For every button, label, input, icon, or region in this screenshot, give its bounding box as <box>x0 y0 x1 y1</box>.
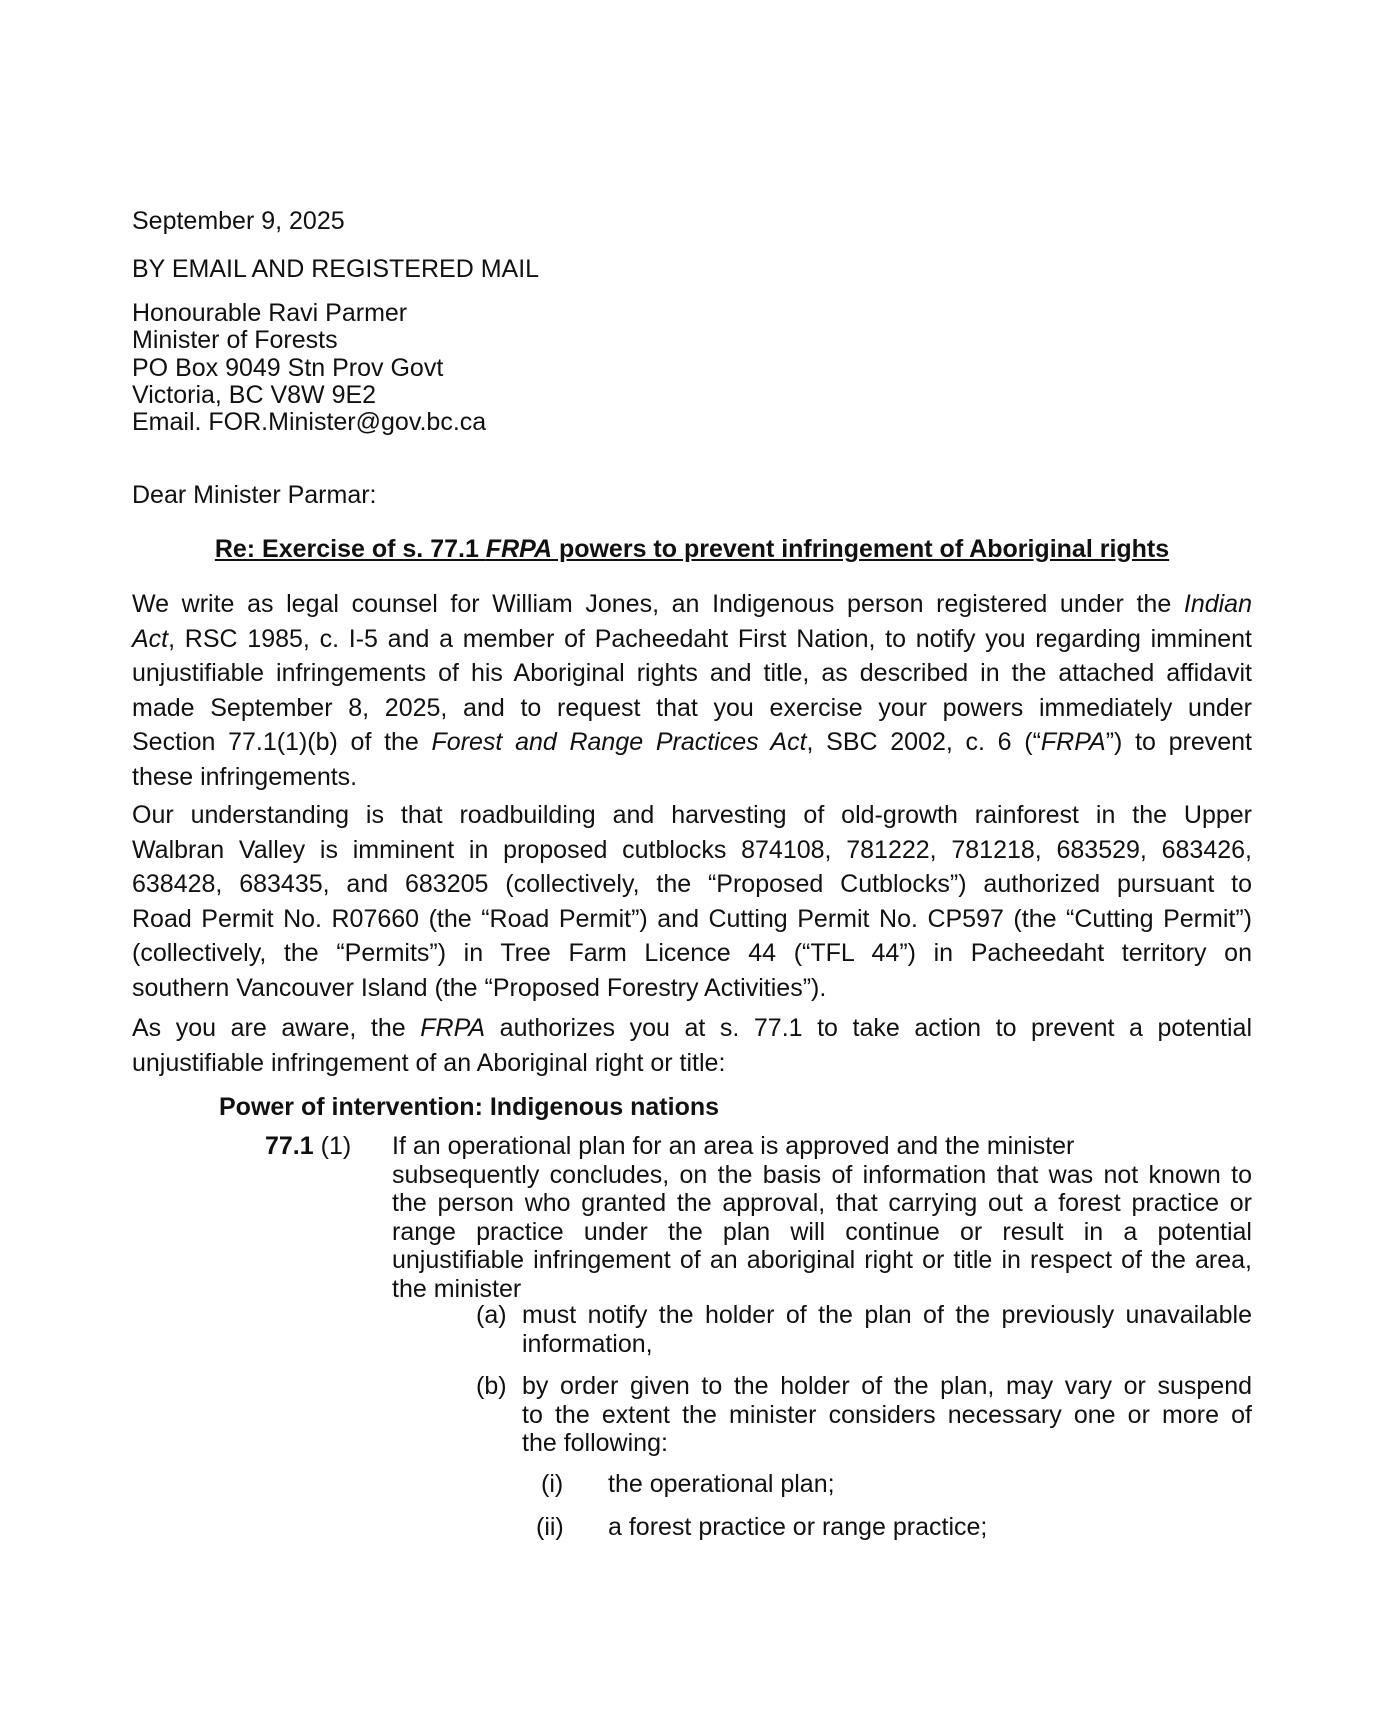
statute-line: unjustifiable infringement of an aboriginal right or title in respect of the area, <box>392 1246 1252 1274</box>
section-number: 77.1 <box>265 1132 314 1160</box>
statute-line: If an operational plan for an area is approved and the minister <box>392 1132 1075 1160</box>
p1-italic-act: Act <box>132 624 169 653</box>
p1-line: made September 8, 2025, and to request that you exercise your powers immediately under <box>132 693 1252 722</box>
p1-text: , SBC 2002, c. 6 (“ <box>806 728 1041 757</box>
item-b-text <box>522 1372 1252 1458</box>
p1-text: ”) to prevent <box>1105 728 1253 757</box>
paragraph-3 <box>132 1011 1252 1080</box>
letter-date: September 9, 2025 <box>132 207 345 235</box>
item-a-line: information, <box>522 1329 653 1358</box>
subitem-ii-label: (ii) <box>536 1513 564 1541</box>
p1-italic-indian: Indian <box>1183 590 1252 618</box>
p2-line: Walbran Valley is imminent in proposed cutblocks 874108, 781222, 781218, 683529, 683426, <box>132 835 1252 864</box>
p1-text: , RSC 1985, c. I-5 and a member of Pacheedaht First Nation, to notify you regarding imminent <box>168 624 1252 653</box>
recipient-address-line-2: Victoria, BC V8W 9E2 <box>132 380 377 409</box>
salutation: Dear Minister Parmar: <box>132 481 377 509</box>
subitem-i-text: the operational plan; <box>608 1470 835 1498</box>
item-b-line: the following: <box>522 1429 668 1457</box>
subject-act-abbrev: FRPA <box>485 535 552 563</box>
statute-line: the minister <box>392 1274 522 1303</box>
item-a-line: must notify the holder of the plan of the previously unavailable <box>522 1301 1252 1329</box>
p1-text: Section 77.1(1)(b) of the <box>132 728 432 757</box>
p2-line: Our understanding is that roadbuilding and harvesting of old-growth rainforest in the Upper <box>132 801 1252 829</box>
statute-line: subsequently concludes, on the basis of information that was not known to <box>392 1160 1252 1189</box>
p1-line: unjustifiable infringements of his Aboriginal rights and title, as described in the attached affidavit <box>132 659 1252 688</box>
item-a-text <box>522 1301 1252 1358</box>
recipient-address-block <box>132 300 486 436</box>
p3-line: unjustifiable infringement of an Aboriginal right or title: <box>132 1048 726 1077</box>
statute-subsection-text <box>392 1132 1252 1303</box>
recipient-name: Honourable Ravi Parmer <box>132 299 408 327</box>
statute-section-number <box>265 1132 351 1161</box>
p3-text: authorizes you at s. 77.1 to take action to prevent a potential <box>485 1014 1252 1042</box>
recipient-address-line-1: PO Box 9049 Stn Prov Govt <box>132 353 444 382</box>
p1-italic-frpa: FRPA <box>1040 728 1106 757</box>
p2-line: Road Permit No. R07660 (the “Road Permit”) and Cutting Permit No. CP597 (the “Cutting Permit”) <box>132 904 1252 933</box>
item-b-label: (b) <box>476 1372 507 1400</box>
p1-text: We write as legal counsel for William Jones, an Indigenous person registered under the <box>132 590 1184 618</box>
p3-text: As you are aware, the <box>132 1014 421 1042</box>
p2-line: southern Vancouver Island (the “Proposed Forestry Activities”). <box>132 973 827 1002</box>
p2-line: (collectively, the “Permits”) in Tree Farm Licence 44 (“TFL 44”) in Pacheedaht territory on <box>132 939 1252 968</box>
item-a-label: (a) <box>476 1301 507 1329</box>
item-b-line: to the extent the minister considers necessary one or more of <box>522 1400 1252 1429</box>
subsection-number: (1) <box>320 1132 352 1160</box>
statute-heading: Power of intervention: Indigenous nations <box>219 1093 720 1121</box>
recipient-title: Minister of Forests <box>132 326 338 355</box>
paragraph-2 <box>132 798 1252 1006</box>
p3-italic-frpa: FRPA <box>420 1014 486 1042</box>
p2-line: 638428, 683435, and 683205 (collectively, the “Proposed Cutblocks”) authorized pursuant to <box>132 870 1252 899</box>
subitem-ii-text: a forest practice or range practice; <box>608 1513 988 1541</box>
subitem-i-label: (i) <box>541 1470 564 1498</box>
statute-line: range practice under the plan will continue or result in a potential <box>392 1217 1252 1246</box>
p1-line: these infringements. <box>132 762 358 791</box>
subject-prefix: Re: Exercise of s. 77.1 <box>214 535 486 563</box>
subject-suffix: powers to prevent infringement of Aboriginal rights <box>552 535 1170 563</box>
recipient-email: Email. FOR.Minister@gov.bc.ca <box>132 408 487 437</box>
delivery-method: BY EMAIL AND REGISTERED MAIL <box>132 255 540 283</box>
p1-italic-act-title: Forest and Range Practices Act <box>431 728 807 757</box>
statute-line: the person who granted the approval, that carrying out a forest practice or <box>392 1189 1252 1217</box>
subject-line <box>0 533 1384 566</box>
item-b-line: by order given to the holder of the plan, may vary or suspend <box>522 1372 1252 1400</box>
paragraph-1 <box>132 587 1252 795</box>
